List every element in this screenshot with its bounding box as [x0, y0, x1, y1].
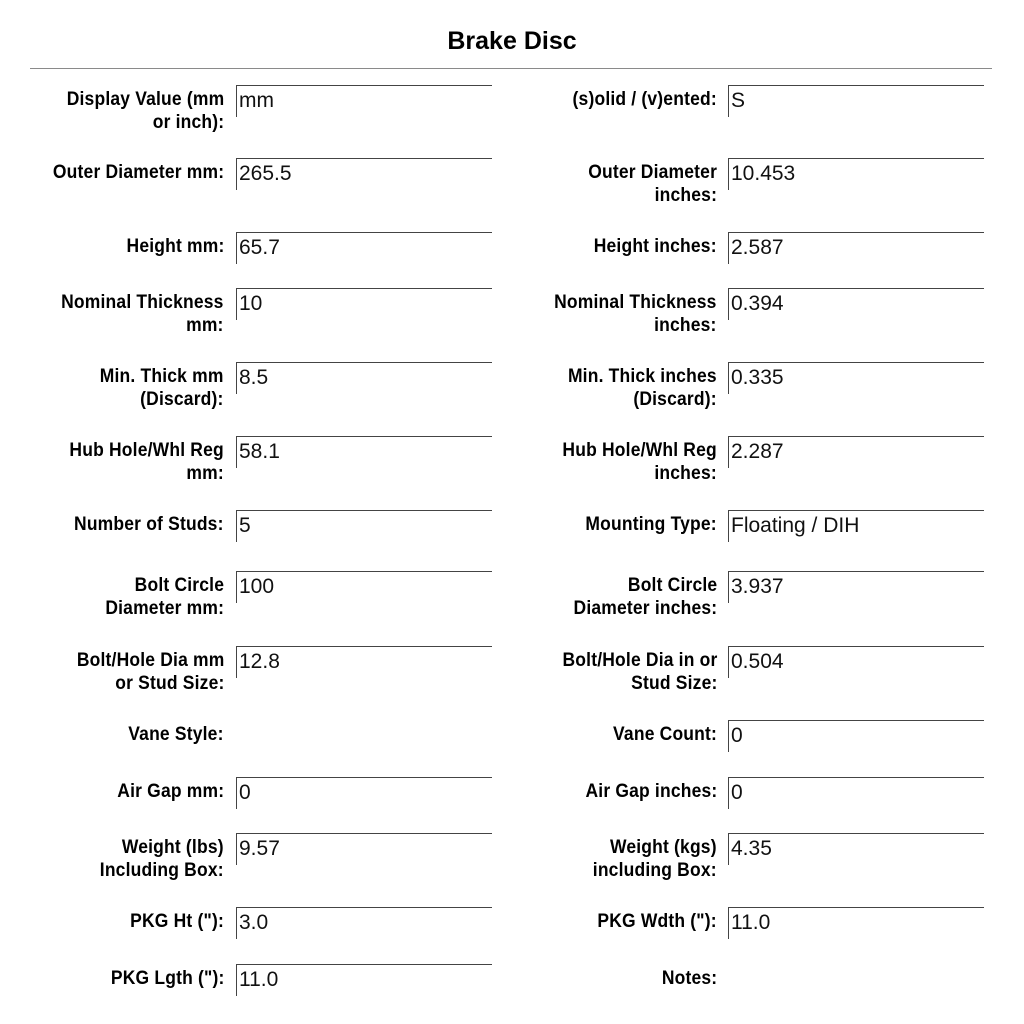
title-divider [30, 68, 992, 69]
label-vane-style: Vane Style: [128, 724, 224, 745]
hub-hole-inches-field[interactable]: 2.287 [728, 436, 984, 468]
label-display-value: Display Value (mm or inch): [66, 89, 224, 133]
label-air-gap-mm: Air Gap mm: [117, 781, 224, 802]
label-solid-vented: (s)olid / (v)ented: [572, 89, 717, 110]
label-min-thick-inches: Min. Thick inches (Discard): [568, 366, 717, 410]
nominal-thickness-mm-field[interactable]: 10 [236, 288, 492, 320]
pkg-height-field[interactable]: 3.0 [236, 907, 492, 939]
label-height-mm: Height mm: [126, 236, 224, 257]
label-notes: Notes: [661, 968, 717, 989]
weight-kgs-field[interactable]: 4.35 [728, 833, 984, 865]
height-mm-field[interactable]: 65.7 [236, 232, 492, 264]
bolt-hole-dia-mm-field[interactable]: 12.8 [236, 646, 492, 678]
pkg-width-field[interactable]: 11.0 [728, 907, 984, 939]
label-nominal-thickness-inches: Nominal Thickness inches: [554, 292, 717, 336]
vane-count-field[interactable]: 0 [728, 720, 984, 752]
nominal-thickness-inches-field[interactable]: 0.394 [728, 288, 984, 320]
label-nominal-thickness-mm: Nominal Thickness mm: [61, 292, 224, 336]
label-bolt-hole-dia-inches: Bolt/Hole Dia in or Stud Size: [561, 650, 717, 694]
label-pkg-height: PKG Ht ("): [130, 911, 224, 932]
weight-lbs-field[interactable]: 9.57 [236, 833, 492, 865]
bolt-circle-inches-field[interactable]: 3.937 [728, 571, 984, 603]
label-air-gap-inches: Air Gap inches: [585, 781, 717, 802]
label-weight-kgs: Weight (kgs) including Box: [593, 837, 717, 881]
label-outer-diameter-mm: Outer Diameter mm: [52, 162, 224, 183]
height-inches-field[interactable]: 2.587 [728, 232, 984, 264]
label-pkg-width: PKG Wdth ("): [597, 911, 717, 932]
label-bolt-circle-inches: Bolt Circle Diameter inches: [573, 575, 717, 619]
label-mounting-type: Mounting Type: [585, 514, 717, 535]
label-weight-lbs: Weight (lbs) Including Box: [100, 837, 224, 881]
label-hub-hole-mm: Hub Hole/Whl Reg mm: [69, 440, 224, 484]
number-of-studs-field[interactable]: 5 [236, 510, 492, 542]
min-thick-mm-field[interactable]: 8.5 [236, 362, 492, 394]
outer-diameter-inches-field[interactable]: 10.453 [728, 158, 984, 190]
label-bolt-hole-dia-mm: Bolt/Hole Dia mm or Stud Size: [76, 650, 224, 694]
label-pkg-length: PKG Lgth ("): [110, 968, 224, 989]
pkg-length-field[interactable]: 11.0 [236, 964, 492, 996]
bolt-hole-dia-inches-field[interactable]: 0.504 [728, 646, 984, 678]
min-thick-inches-field[interactable]: 0.335 [728, 362, 984, 394]
air-gap-inches-field[interactable]: 0 [728, 777, 984, 809]
label-height-inches: Height inches: [593, 236, 717, 257]
display-value-field[interactable]: mm [236, 85, 492, 117]
label-bolt-circle-mm: Bolt Circle Diameter mm: [105, 575, 224, 619]
air-gap-mm-field[interactable]: 0 [236, 777, 492, 809]
label-hub-hole-inches: Hub Hole/Whl Reg inches: [562, 440, 717, 484]
label-number-of-studs: Number of Studs: [74, 514, 224, 535]
label-vane-count: Vane Count: [612, 724, 717, 745]
label-min-thick-mm: Min. Thick mm (Discard): [100, 366, 224, 410]
page-title: Brake Disc [447, 27, 577, 55]
bolt-circle-mm-field[interactable]: 100 [236, 571, 492, 603]
mounting-type-field[interactable]: Floating / DIH [728, 510, 984, 542]
label-outer-diameter-inches: Outer Diameter inches: [588, 162, 717, 206]
outer-diameter-mm-field[interactable]: 265.5 [236, 158, 492, 190]
solid-vented-field[interactable]: S [728, 85, 984, 117]
hub-hole-mm-field[interactable]: 58.1 [236, 436, 492, 468]
